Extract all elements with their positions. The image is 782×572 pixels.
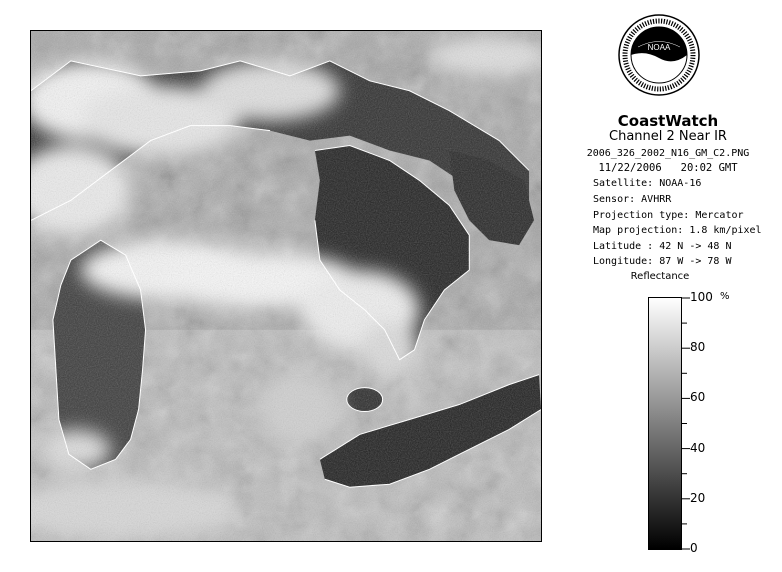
scale-title: Reflectance — [630, 271, 690, 282]
longitude-label: Longitude: 87 W -> 78 W — [593, 256, 732, 267]
noaa-logo — [618, 14, 700, 96]
satellite-label: Satellite: NOAA-16 — [593, 178, 702, 189]
colorbar-tick-label: 0 — [690, 541, 698, 555]
scale-unit: % — [720, 291, 730, 302]
satellite-image — [30, 30, 542, 542]
date-value: 11/22/2006 — [598, 162, 662, 174]
colorbar-tick-label: 80 — [690, 340, 706, 355]
colorbar-tick-label: 20 — [690, 490, 706, 505]
latitude-label: Latitude : 42 N -> 48 N — [593, 241, 732, 252]
satellite-image-svg — [31, 31, 541, 541]
channel-label: Channel 2 Near IR — [609, 129, 727, 144]
brand-title: CoastWatch — [617, 112, 719, 130]
projection-type-label: Projection type: Mercator — [593, 210, 744, 221]
filename-label: 2006_326_2002_N16_GM_C2.PNG — [586, 148, 750, 159]
map-projection-label: Map projection: 1.8 km/pixel — [593, 225, 762, 236]
logo-text: NOAA — [647, 43, 671, 52]
colorbar-tick-label: 40 — [690, 440, 706, 455]
reflectance-colorbar — [648, 297, 682, 550]
datetime-label — [568, 161, 768, 175]
colorbar-tick-label: 60 — [690, 390, 706, 405]
colorbar-tick-label: 100 — [690, 290, 713, 304]
image-grain — [31, 31, 541, 541]
colorbar-ticks — [682, 297, 692, 550]
time-value: 20:02 GMT — [680, 162, 738, 174]
sensor-label: Sensor: AVHRR — [593, 194, 672, 205]
